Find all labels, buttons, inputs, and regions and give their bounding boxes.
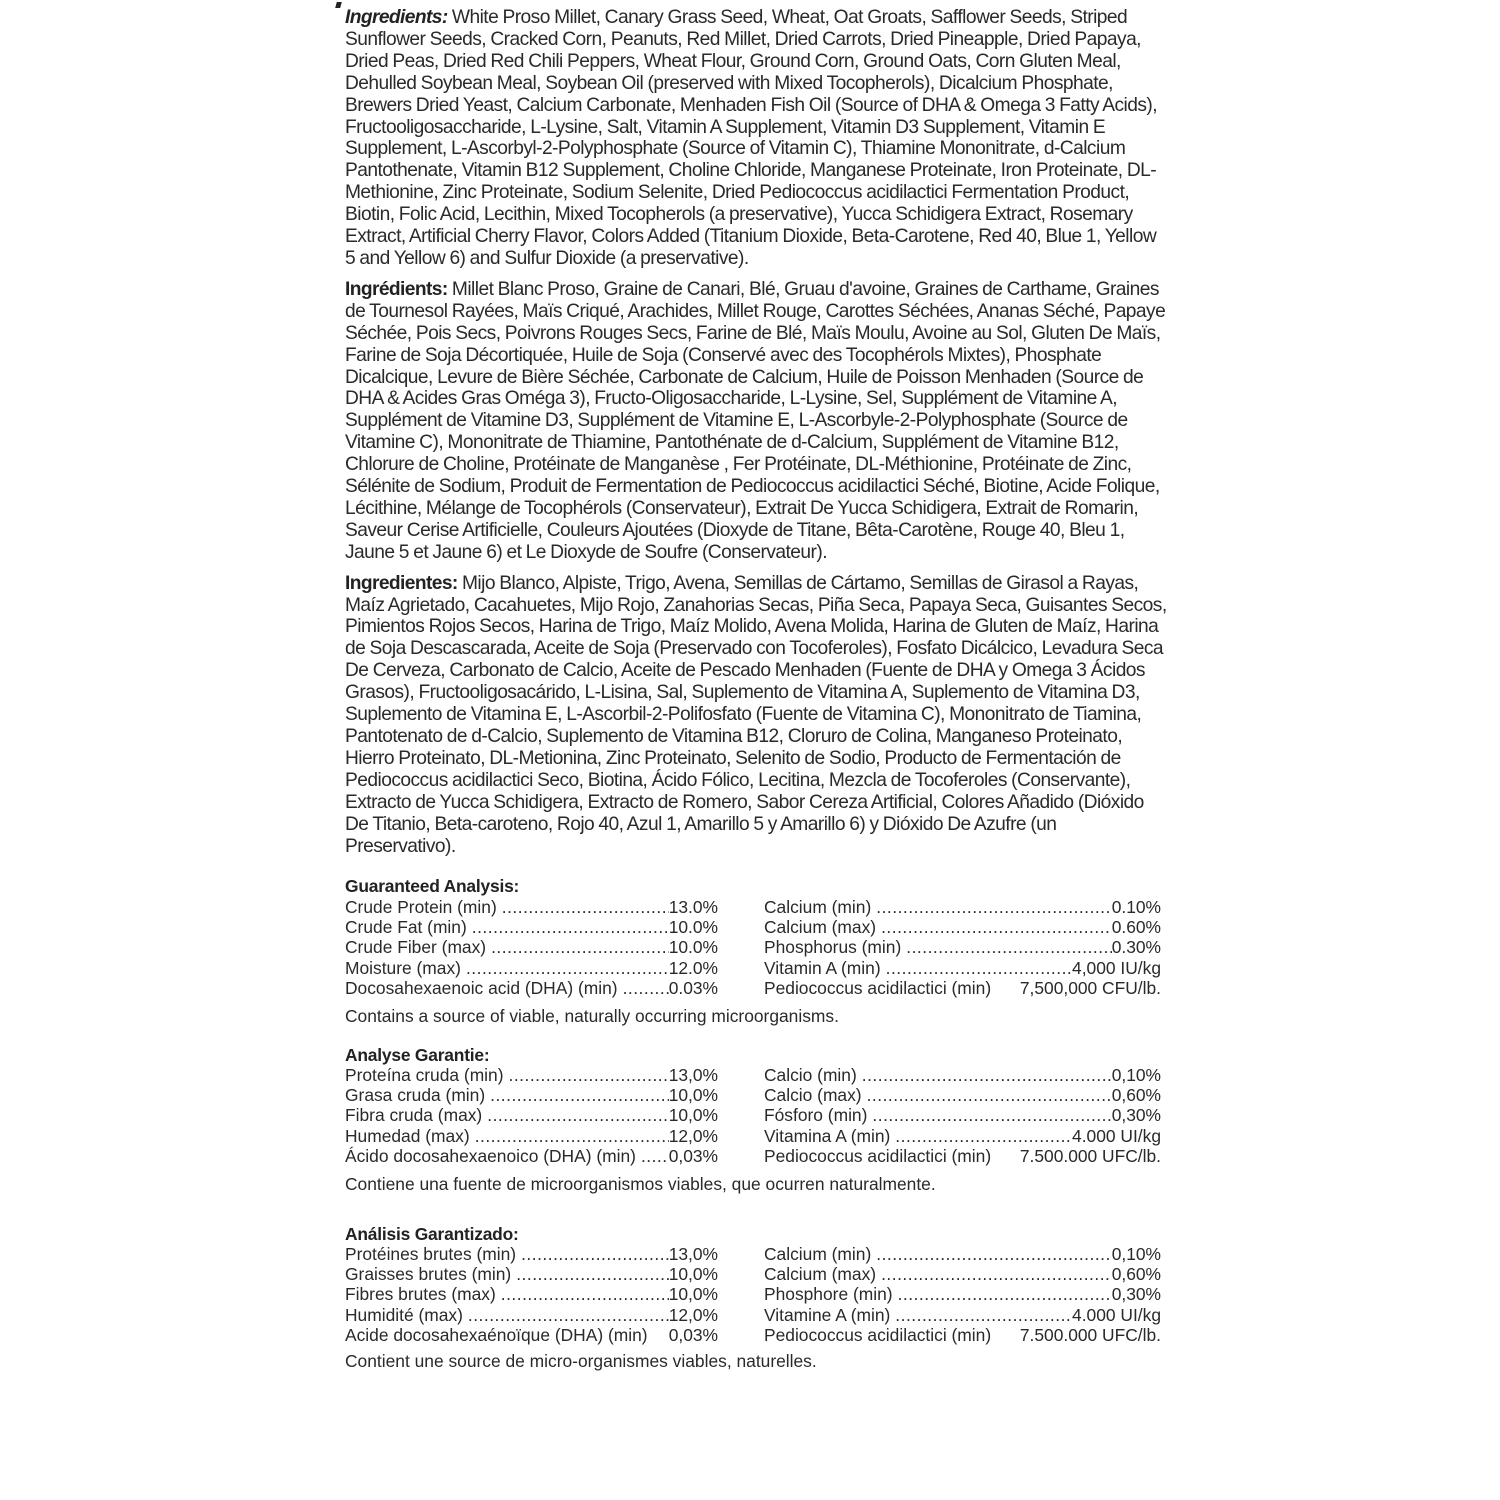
analysis-name: Crude Fat (min) [345, 917, 467, 938]
analysis-value: 0,60% [1111, 1085, 1161, 1106]
guaranteed-analysis-spanish [345, 1045, 1170, 1195]
analysis-row [345, 917, 718, 937]
guaranteed-analysis-english [345, 876, 1170, 1026]
analysis-title: Analyse Garantie: [345, 1044, 490, 1065]
analysis-name: Docosahexaenoic acid (DHA) (min) [345, 977, 618, 998]
analysis-name: Calcio (min) [764, 1064, 857, 1085]
analysis-value: 12,0% [668, 1125, 718, 1146]
analysis-name: Phosphorus (min) [764, 937, 902, 958]
analysis-row [764, 937, 1161, 957]
analysis-value: 4,000 IU/kg [1072, 957, 1161, 978]
analysis-value: 10,0% [668, 1284, 718, 1305]
analysis-row [345, 1325, 718, 1345]
analysis-value: 4.000 UI/kg [1072, 1304, 1161, 1325]
analysis-row [764, 1284, 1161, 1304]
analysis-row [764, 897, 1161, 917]
analysis-left-column [345, 1244, 718, 1345]
analysis-row [345, 1085, 718, 1105]
analysis-right-column [764, 1244, 1161, 1345]
analysis-value: 0,03% [668, 1146, 718, 1166]
analysis-name: Pediococcus acidilactici (min) [764, 1146, 992, 1166]
product-label [345, 7, 1170, 1372]
analysis-value: 4.000 UI/kg [1072, 1125, 1161, 1146]
analysis-value: 0.30% [1111, 937, 1161, 958]
analysis-row [764, 978, 1161, 998]
analysis-row [764, 1126, 1161, 1146]
analysis-name: Ácido docosahexaenoico (DHA) (min) [345, 1146, 636, 1166]
analysis-name: Crude Fiber (max) [345, 937, 487, 958]
analysis-row [345, 1284, 718, 1304]
ingredients-spanish-text: Mijo Blanco, Alpiste, Trigo, Avena, Semillas de Cártamo, Semillas de Girasol a Rayas, Maíz Agrietado, Cacahuetes, Mijo Rojo, Zanahorias Secas, Piña Seca, Papaya Seca, Guisantes Secos, Pimientos Rojos Secos, Harina de Trigo, Maíz Molido, Avena Molida, Harina de Gluten de Maíz, Harina de Soja Descascarada, Aceite de Soja (Preservado con Tocoferoles), Fosfato Dicálcico, Levadura Seca De Cerveza, Carbonato de Calcio, Aceite de Pescado Menhaden (Fuente de DHA y Omega 3 Ácidos Grasos), Fructooligosacárido, L-Lisina, Sal, Suplemento de Vitamina A, Suplemento de Vitamina D3, Suplemento de Vitamina E, L-Ascorbil-2-Polifosfato (Fuente de Vitamina C), Mononitrato de Tiamina, Pantotenato de d-Calcio, Suplemento de Vitamina B12, Cloruro de Colina, Manganeso Proteinato, Hierro Proteinato, DL-Metionina, Zinc Proteinato, Selenito de Sodio, Producto de Fermentación de Pediococcus acidilactici Seco, Biotina, Ácido Fólico, Lecitina, Mezcla de Tocoferoles (Conservante), Extracto de Yucca Schidigera, Extracto de Romero, Sabor Cereza Artificial, Colores Añadido (Dióxido De Titanio, Beta-caroteno, Rojo 40, Azul 1, Amarillo 5 y Amarillo 6) y Dióxido De Azufre (un Preservativo). [345, 572, 1167, 857]
analysis-title: Análisis Garantizado: [345, 1223, 519, 1244]
analysis-row [764, 1264, 1161, 1284]
analysis-value: 0,10% [1111, 1064, 1161, 1085]
analysis-note: Contains a source of viable, naturally occurring microorganisms. [345, 1006, 839, 1027]
analysis-row [345, 958, 718, 978]
ingredients-french-label: Ingrédients: [345, 278, 448, 300]
analysis-row [345, 1244, 718, 1264]
analysis-value: 0.10% [1111, 896, 1161, 917]
analysis-name: Grasa cruda (min) [345, 1085, 486, 1106]
analysis-note: Contient une source de micro-organismes viables, naturelles. [345, 1351, 817, 1372]
analysis-row [764, 917, 1161, 937]
analysis-name: Vitamin A (min) [764, 957, 881, 978]
analysis-row [764, 1065, 1161, 1085]
ingredients-english [345, 7, 1170, 270]
analysis-right-column [764, 1065, 1161, 1166]
analysis-value: 7,500,000 CFU/lb. [1019, 977, 1161, 998]
analysis-row [345, 978, 718, 998]
analysis-value: 0.60% [1111, 917, 1161, 938]
analysis-value: 10,0% [668, 1105, 718, 1126]
guaranteed-analysis-french [345, 1224, 1170, 1372]
analysis-value: 7.500.000 UFC/lb. [1019, 1146, 1161, 1166]
ingredients-spanish [345, 573, 1170, 858]
analysis-row [345, 1146, 718, 1166]
analysis-name: Humidité (max) [345, 1304, 463, 1325]
analysis-name: Pediococcus acidilactici (min) [764, 977, 992, 998]
analysis-name: Moisture (max) [345, 957, 461, 978]
analysis-row [345, 1305, 718, 1325]
analysis-name: Vitamina A (min) [764, 1125, 891, 1146]
analysis-value: 12,0% [668, 1304, 718, 1325]
analysis-value: 10,0% [668, 1085, 718, 1106]
analysis-name: Fibra cruda (max) [345, 1105, 483, 1126]
ingredients-english-text: White Proso Millet, Canary Grass Seed, Wheat, Oat Groats, Safflower Seeds, Striped Sunflower Seeds, Cracked Corn, Peanuts, Red Millet, Dried Carrots, Dried Pineapple, Dried Papaya, Dried Peas, Dried Red Chili Peppers, Wheat Flour, Ground Corn, Ground Oats, Corn Gluten Meal, Dehulled Soybean Meal, Soybean Oil (preserved with Mixed Tocopherols), Dicalcium Phosphate, Brewers Dried Yeast, Calcium Carbonate, Menhaden Fish Oil (Source of DHA & Omega 3 Fatty Acids), Fructooligosaccharide, L-Lysine, Salt, Vitamin A Supplement, Vitamin D3 Supplement, Vitamin E Supplement, L-Ascorbyl-2-Polyphosphate (Source of Vitamin C), Thiamine Mononitrate, d-Calcium Pantothenate, Vitamin B12 Supplement, Choline Chloride, Manganese Proteinate, Iron Proteinate, DL-Methionine, Zinc Proteinate, Sodium Selenite, Dried Pediococcus acidilactici Fermentation Product, Biotin, Folic Acid, Lecithin, Mixed Tocopherols (a preservative), Yucca Schidigera Extract, Rosemary Extract, Artificial Cherry Flavor, Colors Added (Titanium Dioxide, Beta-Carotene, Red 40, Blue 1, Yellow 5 and Yellow 6) and Sulfur Dioxide (a preservative). [345, 7, 1158, 269]
analysis-value: 13,0% [668, 1243, 718, 1264]
analysis-row [764, 958, 1161, 978]
analysis-name: Phosphore (min) [764, 1284, 893, 1305]
analysis-name: Fósforo (min) [764, 1105, 868, 1126]
analysis-value: 0,03% [668, 1325, 718, 1346]
analysis-title: Guaranteed Analysis: [345, 876, 520, 897]
analysis-row [764, 1244, 1161, 1264]
analysis-value: 0,30% [1111, 1105, 1161, 1126]
analysis-value: 12.0% [668, 957, 718, 978]
analysis-name: Humedad (max) [345, 1125, 470, 1146]
analysis-row [345, 1264, 718, 1284]
analysis-row [764, 1325, 1161, 1345]
analysis-row [345, 1126, 718, 1146]
analysis-left-column [345, 1065, 718, 1166]
analysis-row [764, 1085, 1161, 1105]
analysis-name: Calcium (min) [764, 1243, 872, 1264]
analysis-left-column [345, 897, 718, 998]
analysis-row [764, 1105, 1161, 1125]
analysis-row [764, 1146, 1161, 1166]
analysis-name: Calcium (max) [764, 1264, 877, 1285]
analysis-name: Protéines brutes (min) [345, 1243, 517, 1264]
analysis-value: 10,0% [668, 1264, 718, 1285]
analysis-value: 0,10% [1111, 1243, 1161, 1264]
analysis-right-column [764, 897, 1161, 998]
analysis-row [345, 1065, 718, 1085]
crop-mark [335, 2, 342, 8]
analysis-name: Vitamine A (min) [764, 1304, 891, 1325]
analysis-value: 0,30% [1111, 1284, 1161, 1305]
analysis-row [345, 897, 718, 917]
analysis-value: 13.0% [668, 896, 718, 917]
analysis-name: Calcium (max) [764, 917, 877, 938]
ingredients-spanish-label: Ingredientes: [345, 572, 458, 594]
analysis-name: Pediococcus acidilactici (min) [764, 1325, 992, 1346]
analysis-name: Calcio (max) [764, 1085, 862, 1106]
analysis-name: Calcium (min) [764, 896, 872, 917]
analysis-value: 7.500.000 UFC/lb. [1019, 1325, 1161, 1346]
analysis-value: 0,60% [1111, 1264, 1161, 1285]
analysis-row [345, 1105, 718, 1125]
analysis-name: Acide docosahexaénoïque (DHA) (min) [345, 1325, 648, 1346]
analysis-value: 10.0% [668, 917, 718, 938]
analysis-value: 0.03% [668, 977, 718, 998]
analysis-value: 10.0% [668, 937, 718, 958]
analysis-name: Proteína cruda (min) [345, 1064, 504, 1085]
analysis-row [345, 937, 718, 957]
analysis-name: Fibres brutes (max) [345, 1284, 496, 1305]
analysis-note: Contiene una fuente de microorganismos viables, que ocurren naturalmente. [345, 1174, 936, 1195]
ingredients-english-label: Ingredients: [345, 7, 448, 28]
analysis-value: 13,0% [668, 1064, 718, 1085]
analysis-row [764, 1305, 1161, 1325]
ingredients-french-text: Millet Blanc Proso, Graine de Canari, Blé, Gruau d'avoine, Graines de Carthame, Graines de Tournesol Rayées, Maïs Criqué, Arachides, Millet Rouge, Carottes Séchées, Ananas Séché, Papaye Séchée, Pois Secs, Poivrons Rouges Secs, Farine de Blé, Maïs Moulu, Avoine au Sol, Gluten De Maïs, Farine de Soja Décortiquée, Huile de Soja (Conservé avec des Tocophérols Mixtes), Phosphate Dicalcique, Levure de Bière Séchée, Carbonate de Calcium, Huile de Poisson Menhaden (Source de DHA & Acides Gras Oméga 3), Fructo-Oligosaccharide, L-Lysine, Sel, Supplément de Vitamine A, Supplément de Vitamine D3, Supplément de Vitamine E, L-Ascorbyle-2-Polyphosphate (Source de Vitamine C), Mononitrate de Thiamine, Pantothénate de d-Calcium, Supplément de Vitamine B12, Chlorure de Choline, Protéinate de Manganèse , Fer Protéinate, DL-Méthionine, Protéinate de Zinc, Sélénite de Sodium, Produit de Fermentation de Pediococcus acidilactici Séché, Biotine, Acide Folique, Lécithine, Mélange de Tocophérols (Conservateur), Extrait De Yucca Schidigera, Extrait de Romarin, Saveur Cerise Artificielle, Couleurs Ajoutées (Dioxyde de Titane, Bêta-Carotène, Rouge 40, Bleu 1, Jaune 5 et Jaune 6) et Le Dioxyde de Soufre (Conservateur). [345, 278, 1166, 563]
analysis-name: Graisses brutes (min) [345, 1264, 512, 1285]
analysis-name: Crude Protein (min) [345, 896, 497, 917]
ingredients-french [345, 279, 1170, 564]
